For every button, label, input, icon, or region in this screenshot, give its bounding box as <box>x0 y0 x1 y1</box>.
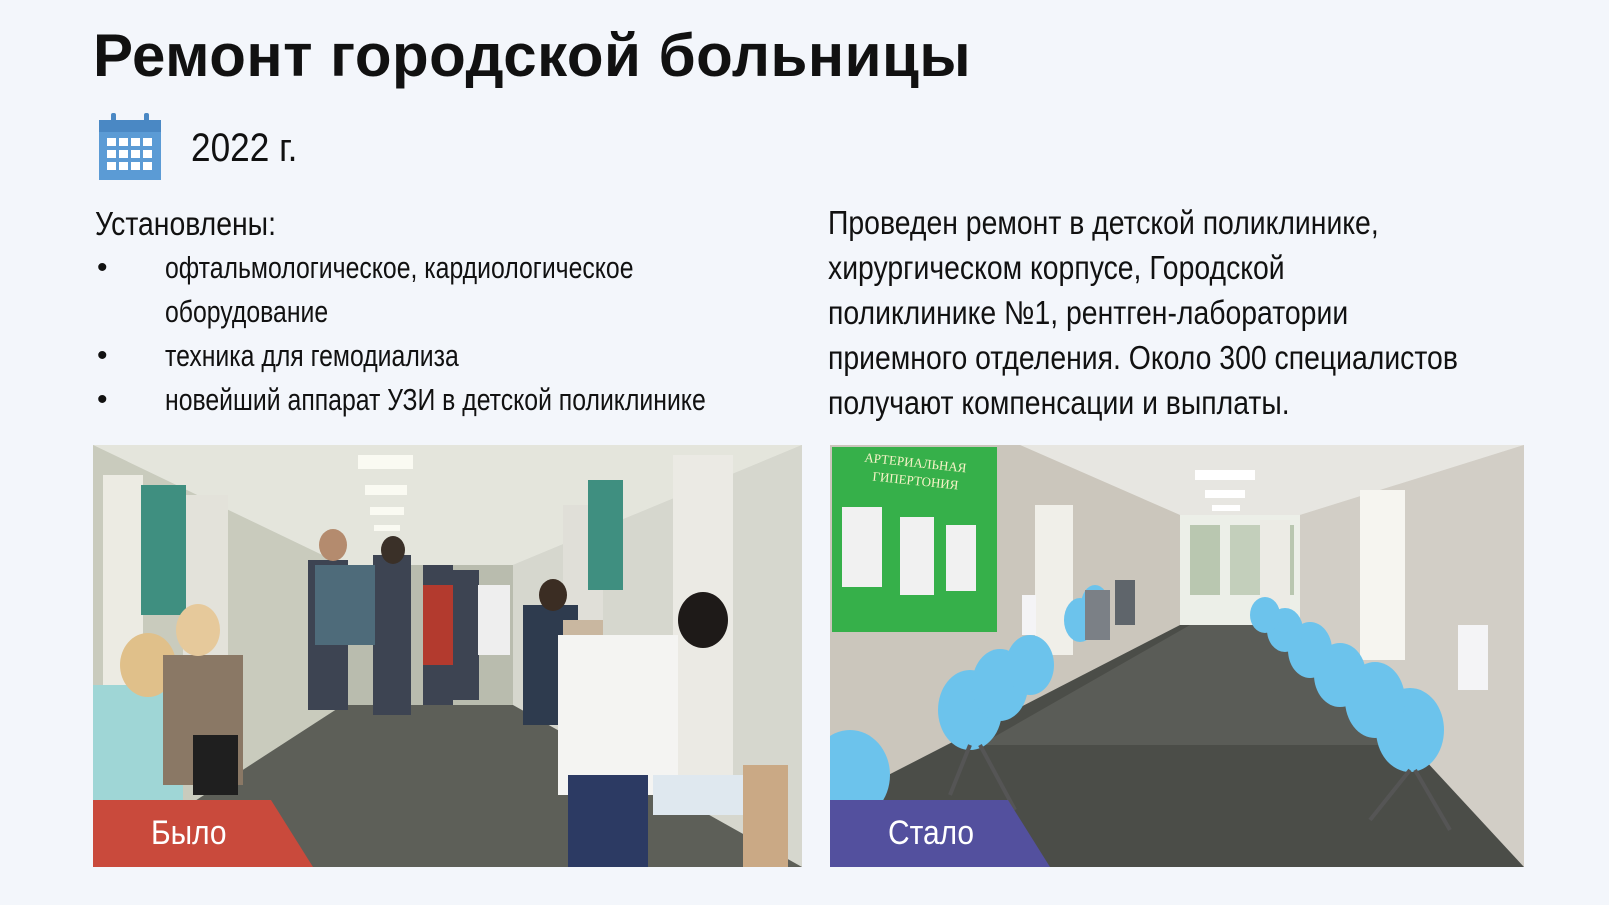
installed-section <box>95 202 795 422</box>
after-photo <box>830 445 1524 867</box>
description-line: Проведен ремонт в детской поликлинике, <box>828 204 1379 241</box>
bullet-icon: • <box>97 339 108 372</box>
description-line: получают компенсации и выплаты. <box>828 384 1290 421</box>
list-item <box>95 378 795 422</box>
list-item-continuation <box>95 290 795 334</box>
list-item-text: офтальмологическое, кардиологическое <box>165 250 634 285</box>
poster-text-line: АРТЕРИАЛЬНАЯ <box>863 449 968 476</box>
page-title: Ремонт городской больницы <box>93 22 972 89</box>
installed-heading: Установлены: <box>95 205 276 242</box>
after-label: Стало <box>888 814 975 852</box>
description-line: поликлинике №1, рентген-лаборатории <box>828 294 1349 331</box>
repair-description <box>828 200 1568 425</box>
list-item <box>95 246 795 290</box>
before-label: Было <box>151 814 227 852</box>
list-item <box>95 334 795 378</box>
bullet-icon: • <box>97 251 108 284</box>
installed-list <box>95 246 795 422</box>
year-label: 2022 г. <box>191 126 298 170</box>
bullet-icon: • <box>97 383 108 416</box>
poster-text-line: ГИПЕРТОНИЯ <box>871 468 960 493</box>
description-line: приемного отделения. Около 300 специалистов <box>828 339 1458 376</box>
list-item-text: оборудование <box>165 294 329 329</box>
list-item-text: новейший аппарат УЗИ в детской поликлинике <box>165 382 706 417</box>
list-item-text: техника для гемодиализа <box>165 338 459 373</box>
calendar-icon <box>97 112 163 182</box>
description-line: хирургическом корпусе, Городской <box>828 249 1285 286</box>
before-photo <box>93 445 802 867</box>
